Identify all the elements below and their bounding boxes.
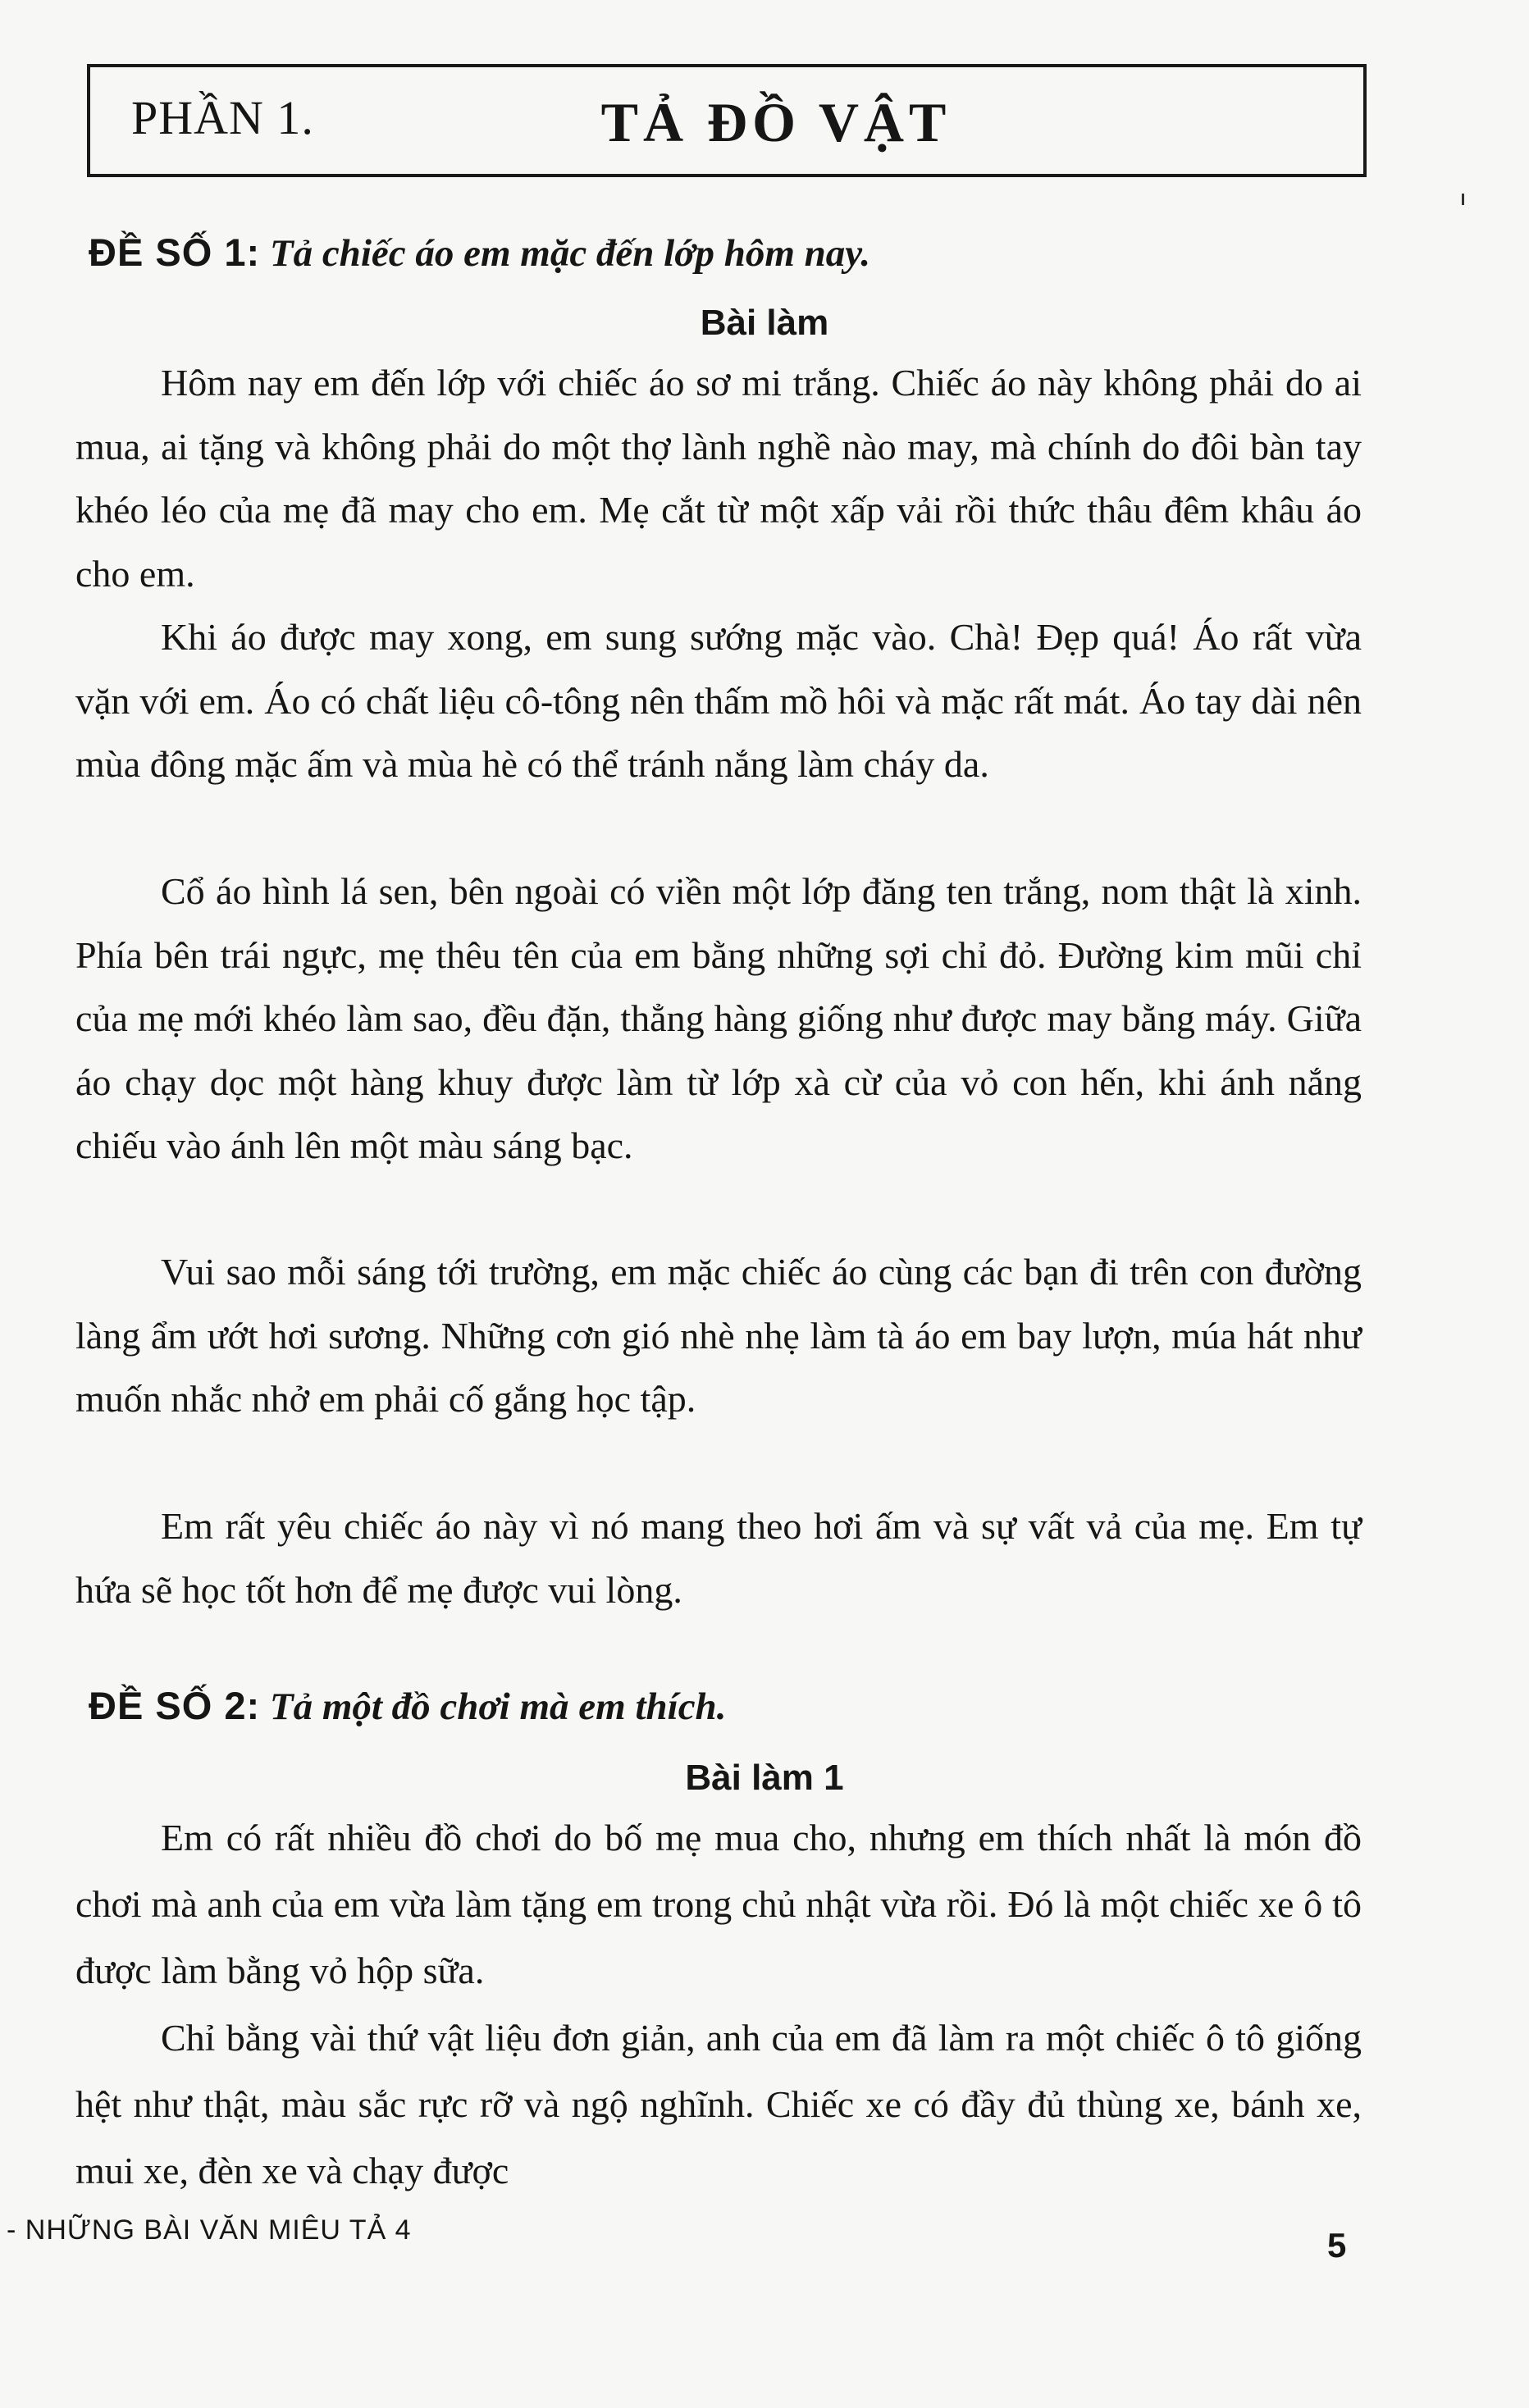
section-1-paragraph-2: Khi áo được may xong, em sung sướng mặc vào. Chà! Đẹp quá! Áo rất vừa vặn với em. Áo có chất liệu cô-tông nên thấm mồ hôi và mặc rất mát. Áo tay dài nên mùa đông mặc ấm và mùa hè có thể tránh nắng làm cháy da. [75, 616, 1362, 785]
part-title: TẢ ĐỒ VẬT [600, 91, 952, 153]
section-2-essay-title: Bài làm 1 [685, 1758, 844, 1798]
section-1-paragraph-4: Vui sao mỗi sáng tới trường, em mặc chiếc áo cùng các bạn đi trên con đường làng ẩm ướt hơi sương. Những cơn gió nhè nhẹ làm tà áo em bay lượn, múa hát như muốn nhắc nhở em phải cố gắng học tập. [75, 1251, 1362, 1420]
section-1-heading [89, 228, 870, 278]
part-header-box [87, 64, 1367, 177]
footer-book-title: - NHỮNG BÀI VĂN MIÊU TẢ 4 [7, 2214, 412, 2246]
page-number: 5 [1327, 2226, 1347, 2264]
section-1-topic: Tả chiếc áo em mặc đến lớp hôm nay. [269, 232, 871, 275]
section-1-number: ĐỀ SỐ 1: [89, 230, 261, 274]
section-1-paragraph-3: Cổ áo hình lá sen, bên ngoài có viền một lớp đăng ten trắng, nom thật là xinh. Phía bên trái ngực, mẹ thêu tên của em bằng những sợi chỉ đỏ. Đường kim mũi chỉ của mẹ mới khéo làm sao, đều đặn, thẳng hàng giống như được may bằng máy. Giữa áo chạy dọc một hàng khuy được làm từ lớp xà cừ của vỏ con hến, khi ánh nắng chiếu vào ánh lên một màu sáng bạc. [75, 870, 1362, 1166]
section-1-essay-title: Bài làm [700, 303, 829, 343]
section-2-heading [89, 1681, 726, 1731]
print-speck [1462, 194, 1464, 205]
section-1-paragraph-5: Em rất yêu chiếc áo này vì nó mang theo hơi ấm và sự vất vả của mẹ. Em tự hứa sẽ học tốt hơn để mẹ được vui lòng. [75, 1505, 1362, 1611]
section-2-paragraph-1: Em có rất nhiều đồ chơi do bố mẹ mua cho, nhưng em thích nhất là món đồ chơi mà anh của em vừa làm tặng em trong chủ nhật vừa rồi. Đó là một chiếc xe ô tô được làm bằng vỏ hộp sữa. [75, 1817, 1362, 1991]
section-2-number: ĐỀ SỐ 2: [89, 1684, 261, 1727]
section-1-paragraph-1: Hôm nay em đến lớp với chiếc áo sơ mi trắng. Chiếc áo này không phải do ai mua, ai tặng và không phải do một thợ lành nghề nào may, mà chính do đôi bàn tay khéo léo của mẹ đã may cho em. Mẹ cắt từ một xấp vải rồi thức thâu đêm khâu áo cho em. [75, 362, 1362, 595]
part-label: PHẦN 1. [131, 91, 314, 144]
section-2-paragraph-2: Chỉ bằng vài thứ vật liệu đơn giản, anh của em đã làm ra một chiếc ô tô giống hệt như thật, màu sắc rực rỡ và ngộ nghĩnh. Chiếc xe có đầy đủ thùng xe, bánh xe, mui xe, đèn xe và chạy được [75, 2017, 1362, 2191]
section-2-topic: Tả một đồ chơi mà em thích. [269, 1685, 727, 1728]
